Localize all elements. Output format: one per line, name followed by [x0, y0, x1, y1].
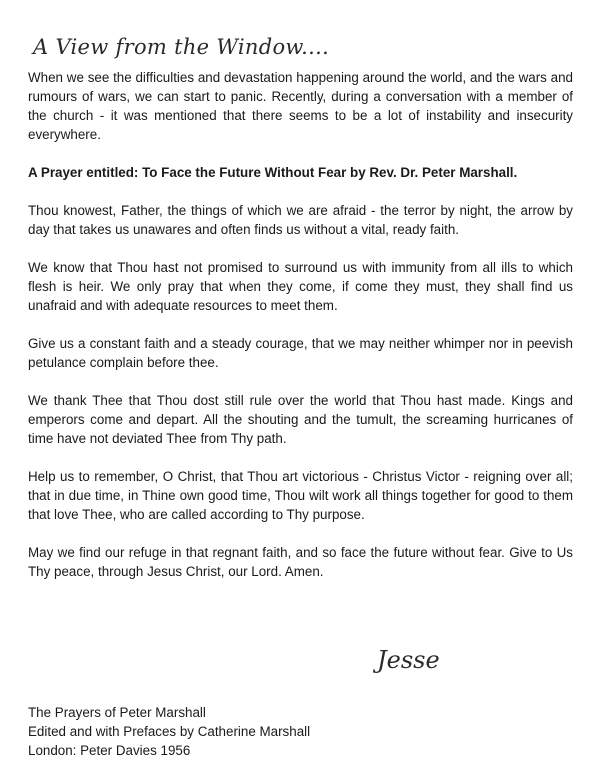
- page-heading-text: A View from the Window....: [33, 35, 330, 59]
- prayer-paragraph: Thou knowest, Father, the things of which we are afraid - the terror by night, the arrow by day that takes us unawares and often finds us without a vital, ready faith.: [28, 203, 573, 237]
- prayer-paragraph: We know that Thou hast not promised to surround us with immunity from all ills to which flesh is heir. We only pray that when they come, if come they must, they shall find us unafraid and with adequate resources to meet them.: [28, 260, 573, 313]
- prayer-title: A Prayer entitled: To Face the Future Without Fear by Rev. Dr. Peter Marshall.: [28, 165, 518, 180]
- source-line: Edited and with Prefaces by Catherine Marshall: [28, 724, 311, 739]
- page-heading: [31, 24, 330, 68]
- prayer-body: [28, 68, 573, 600]
- prayer-paragraph: Help us to remember, O Christ, that Thou art victorious - Christus Victor - reigning over all; that in due time, in Thine own good time, Thou wilt work all things together for good to them that love Thee, who are called according to Thy purpose.: [28, 469, 573, 522]
- source-line: The Prayers of Peter Marshall: [28, 705, 206, 720]
- intro-paragraph: When we see the difficulties and devastation happening around the world, and the wars and rumours of wars, we can start to panic. Recently, during a conversation with a member of the church - it was mentioned that there seems to be a lot of instability and insecurity everywhere.: [28, 70, 573, 142]
- source-line: London: Peter Davies 1956: [28, 743, 191, 758]
- source-citation: [28, 703, 310, 760]
- signature-text: Jesse: [377, 646, 440, 674]
- signature: [373, 640, 463, 680]
- prayer-paragraph: Give us a constant faith and a steady courage, that we may neither whimper nor in peevish petulance complain before thee.: [28, 336, 573, 370]
- prayer-paragraph: We thank Thee that Thou dost still rule over the world that Thou hast made. Kings and emperors come and depart. All the shouting and the tumult, the screaming hurricanes of time have not deviated Thee from Thy path.: [28, 393, 573, 446]
- prayer-paragraph: May we find our refuge in that regnant faith, and so face the future without fear. Give to Us Thy peace, through Jesus Christ, our Lord. Amen.: [28, 545, 573, 579]
